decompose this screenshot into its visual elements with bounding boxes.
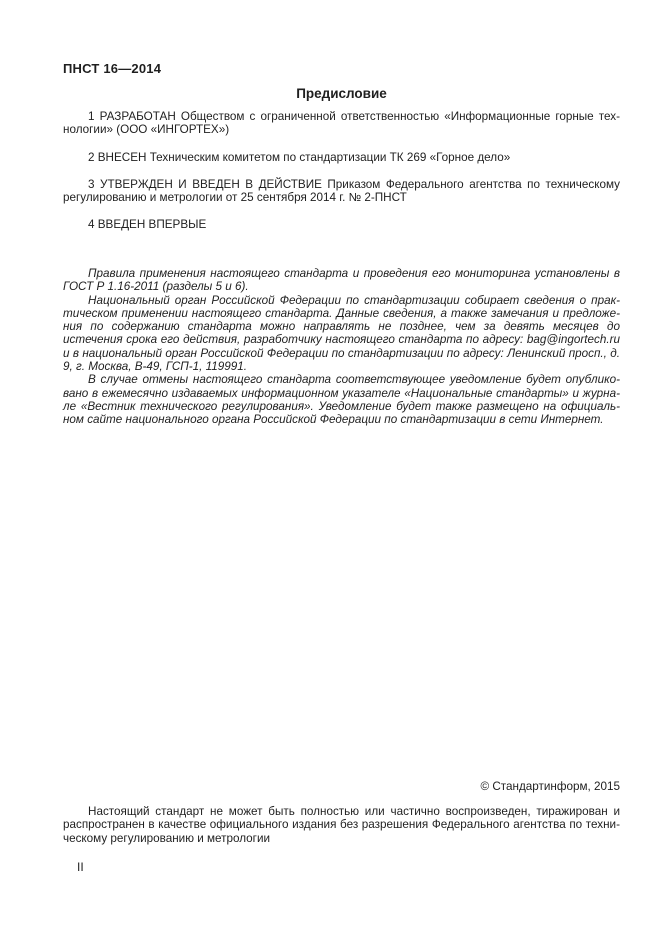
foreword-item-developed: 1 РАЗРАБОТАН Обществом с ограниченной ответственностью «Информационные горные технологии» (ООО «ИНГОРТЕХ») (63, 110, 620, 137)
rules-paragraph: Правила применения настоящего стандарта и проведения его мониторинга установлены в ГОСТ Р 1.16-2011 (разделы 5 и 6). (63, 267, 620, 294)
foreword-item-first-introduced: 4 ВВЕДЕН ВПЕРВЫЕ (88, 218, 207, 232)
reproduction-restriction: Настоящий стандарт не может быть полностью или частично воспроизведен, тиражирован и распространен в качестве официального издания без разрешения Федерального агентства по техническому регулированию и метрологии (63, 805, 620, 845)
cancellation-notice-paragraph: В случае отмены настоящего стандарта соответствующее уведомление будет опубликовано в ежемесячно издаваемых информационном указателе «Национальные стандарты» и журнале «Вестник технического регулирования». Уведомление будет также размещено на официальном сайте национального органа Российской Федерации по стандартизации в сети Интернет. (63, 373, 620, 427)
foreword-item-submitted: 2 ВНЕСЕН Техническим комитетом по стандартизации ТК 269 «Горное дело» (88, 150, 511, 164)
copyright-notice: © Стандартинформ, 2015 (480, 780, 620, 793)
application-rules-section (63, 267, 620, 427)
foreword-section (63, 110, 620, 246)
page-number: II (77, 860, 84, 874)
document-code: ПНСТ 16—2014 (63, 61, 162, 76)
feedback-address-paragraph: Национальный орган Российской Федерации по стандартизации собирает сведения о практическом применении настоящего стандарта. Данные сведения, а также замечания и предложения по содержанию стандарта можно направлять не позднее, чем за девять месяцев до истечения срока его действия, разработчику настоящего стандарта по адресу: bag@ingortech.ru и в национальный орган Российской Федерации по стандартизации по адресу: Ленинский просп., д. 9, г. Москва, В-49, ГСП-1, 119991. (63, 293, 620, 374)
page-title: Предисловие (296, 86, 387, 101)
foreword-item-approved: 3 УТВЕРЖДЕН И ВВЕДЕН В ДЕЙСТВИЕ Приказом Федерального агентства по техническому регулированию и метрологии от 25 сентября 2014 г. № 2-ПНСТ (63, 177, 620, 205)
